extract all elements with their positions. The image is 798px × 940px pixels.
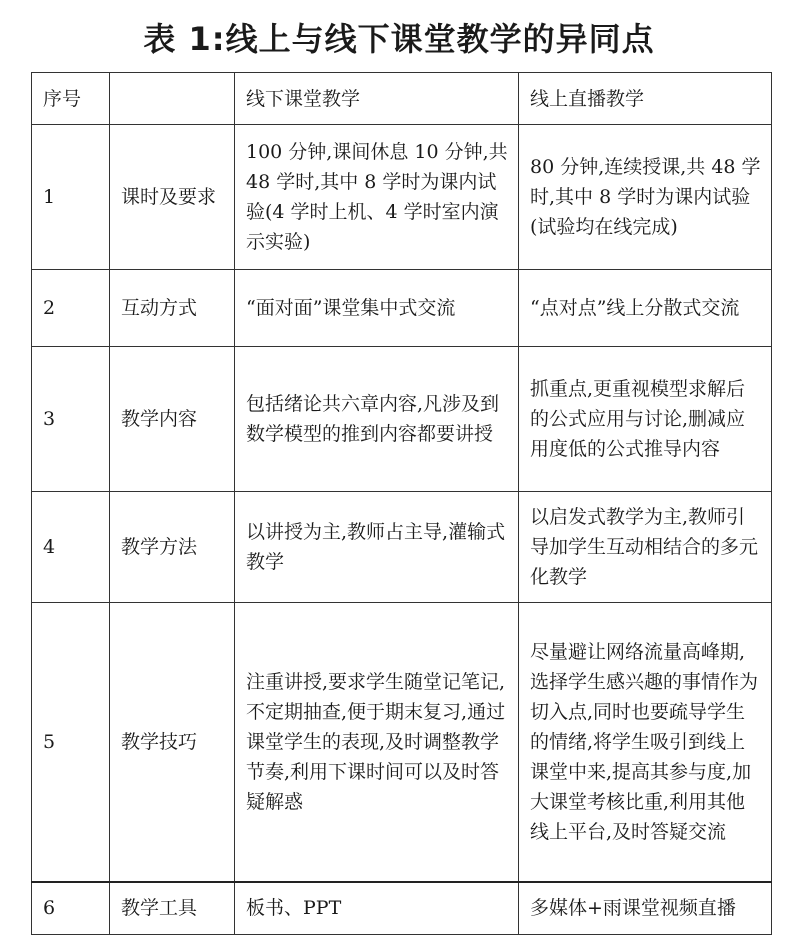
row-online-cell: “点对点”线上分散式交流 xyxy=(519,270,772,347)
row-number: 4 xyxy=(32,492,110,603)
comparison-table xyxy=(31,72,772,935)
table-header-row xyxy=(32,73,772,125)
row-offline-cell: 板书、PPT xyxy=(235,882,519,935)
row-offline-cell: 100 分钟,课间休息 10 分钟,共 48 学时,其中 8 学时为课内试验(4 学时上机、4 学时室内演示实验) xyxy=(235,125,519,270)
table-row xyxy=(32,347,772,492)
row-item: 教学方法 xyxy=(110,492,235,603)
row-item: 互动方式 xyxy=(110,270,235,347)
row-offline-cell: 包括绪论共六章内容,凡涉及到数学模型的推到内容都要讲授 xyxy=(235,347,519,492)
row-online-cell: 以启发式教学为主,教师引导加学生互动相结合的多元化教学 xyxy=(519,492,772,603)
row-number: 6 xyxy=(32,882,110,935)
table-row xyxy=(32,603,772,882)
table-row xyxy=(32,270,772,347)
row-number: 5 xyxy=(32,603,110,882)
header-cell-online: 线上直播教学 xyxy=(519,73,772,125)
table-row xyxy=(32,492,772,603)
table-row xyxy=(32,882,772,935)
table-caption: 表 1:线上与线下课堂教学的异同点 xyxy=(143,20,655,58)
row-number: 1 xyxy=(32,125,110,270)
row-offline-cell: 注重讲授,要求学生随堂记笔记,不定期抽查,便于期末复习,通过课堂学生的表现,及时调整教学节奏,利用下课时间可以及时答疑解惑 xyxy=(235,603,519,882)
row-number: 3 xyxy=(32,347,110,492)
row-item: 课时及要求 xyxy=(110,125,235,270)
row-number: 2 xyxy=(32,270,110,347)
row-online-cell: 尽量避让网络流量高峰期,选择学生感兴趣的事情作为切入点,同时也要疏导学生的情绪,将学生吸引到线上课堂中来,提高其参与度,加大课堂考核比重,利用其他线上平台,及时答疑交流 xyxy=(519,603,772,882)
header-cell-blank xyxy=(110,73,235,125)
row-online-cell: 抓重点,更重视模型求解后的公式应用与讨论,删减应用度低的公式推导内容 xyxy=(519,347,772,492)
header-cell-offline: 线下课堂教学 xyxy=(235,73,519,125)
row-offline-cell: 以讲授为主,教师占主导,灌输式教学 xyxy=(235,492,519,603)
row-offline-cell: “面对面”课堂集中式交流 xyxy=(235,270,519,347)
row-item: 教学技巧 xyxy=(110,603,235,882)
row-item: 教学内容 xyxy=(110,347,235,492)
row-item: 教学工具 xyxy=(110,882,235,935)
row-online-cell: 多媒体+雨课堂视频直播 xyxy=(519,882,772,935)
row-online-cell: 80 分钟,连续授课,共 48 学时,其中 8 学时为课内试验(试验均在线完成) xyxy=(519,125,772,270)
header-cell-number: 序号 xyxy=(32,73,110,125)
table-row xyxy=(32,125,772,270)
